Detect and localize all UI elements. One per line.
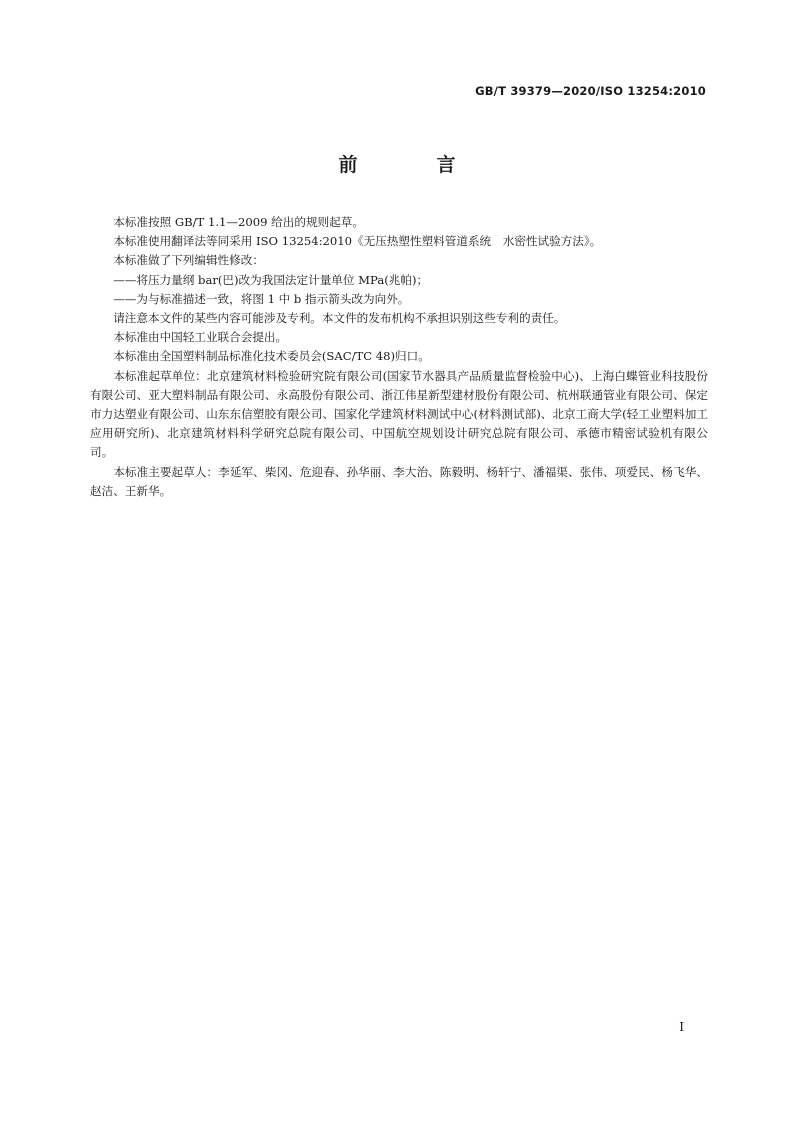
standard-code: GB/T 39379—2020/ISO 13254:2010 (475, 84, 706, 98)
paragraph-drafters: 本标准主要起草人：李延军、柴冈、危迎春、孙华丽、李大治、陈毅明、杨轩宁、潘福渠、张伟、项爱民、杨飞华、赵洁、王新华。 (90, 464, 708, 498)
paragraph-proposer: 本标准由中国轻工业联合会提出。 (113, 330, 288, 345)
document-body (90, 213, 708, 501)
paragraph-adoption: 本标准使用翻译法等同采用 ISO 13254:2010《无压热塑性塑料管道系统 水密性试验方法》。 (113, 234, 602, 249)
list-item-edit-figure: ——为与标准描述一致，将图 1 中 b 指示箭头改为向外。 (113, 291, 410, 306)
paragraph-drafting-rules: 本标准按照 GB/T 1.1—2009 给出的规则起草。 (113, 215, 364, 229)
paragraph-edits-intro: 本标准做了下列编辑性修改： (113, 253, 264, 268)
list-item-edit-unit: ——将压力量纲 bar(巴)改为我国法定计量单位 MPa(兆帕)； (113, 272, 429, 287)
page-number: I (679, 1020, 684, 1034)
page-title: 前 言 (338, 154, 486, 176)
paragraph-committee: 本标准由全国塑料制品标准化技术委员会(SAC/TC 48)归口。 (113, 349, 430, 364)
paragraph-drafting-units: 本标准起草单位：北京建筑材料检验研究院有限公司(国家节水器具产品质量监督检验中心)、上海白蝶管业科技股份有限公司、亚大塑料制品有限公司、永高股份有限公司、浙江伟星新型建材股份有限公司、杭州联通管业有限公司、保定市力达塑业有限公司、山东东信塑胶有限公司、国家化学建筑材料测试中心(材料测试部)、北京工商大学(轻工业塑料加工应用研究所)、北京建筑材料科学研究总院有限公司、中国航空规划设计研究总院有限公司、承德市精密试验机有限公司。 (90, 368, 708, 460)
paragraph-patent-notice: 请注意本文件的某些内容可能涉及专利。本文件的发布机构不承担识别这些专利的责任。 (113, 311, 566, 326)
